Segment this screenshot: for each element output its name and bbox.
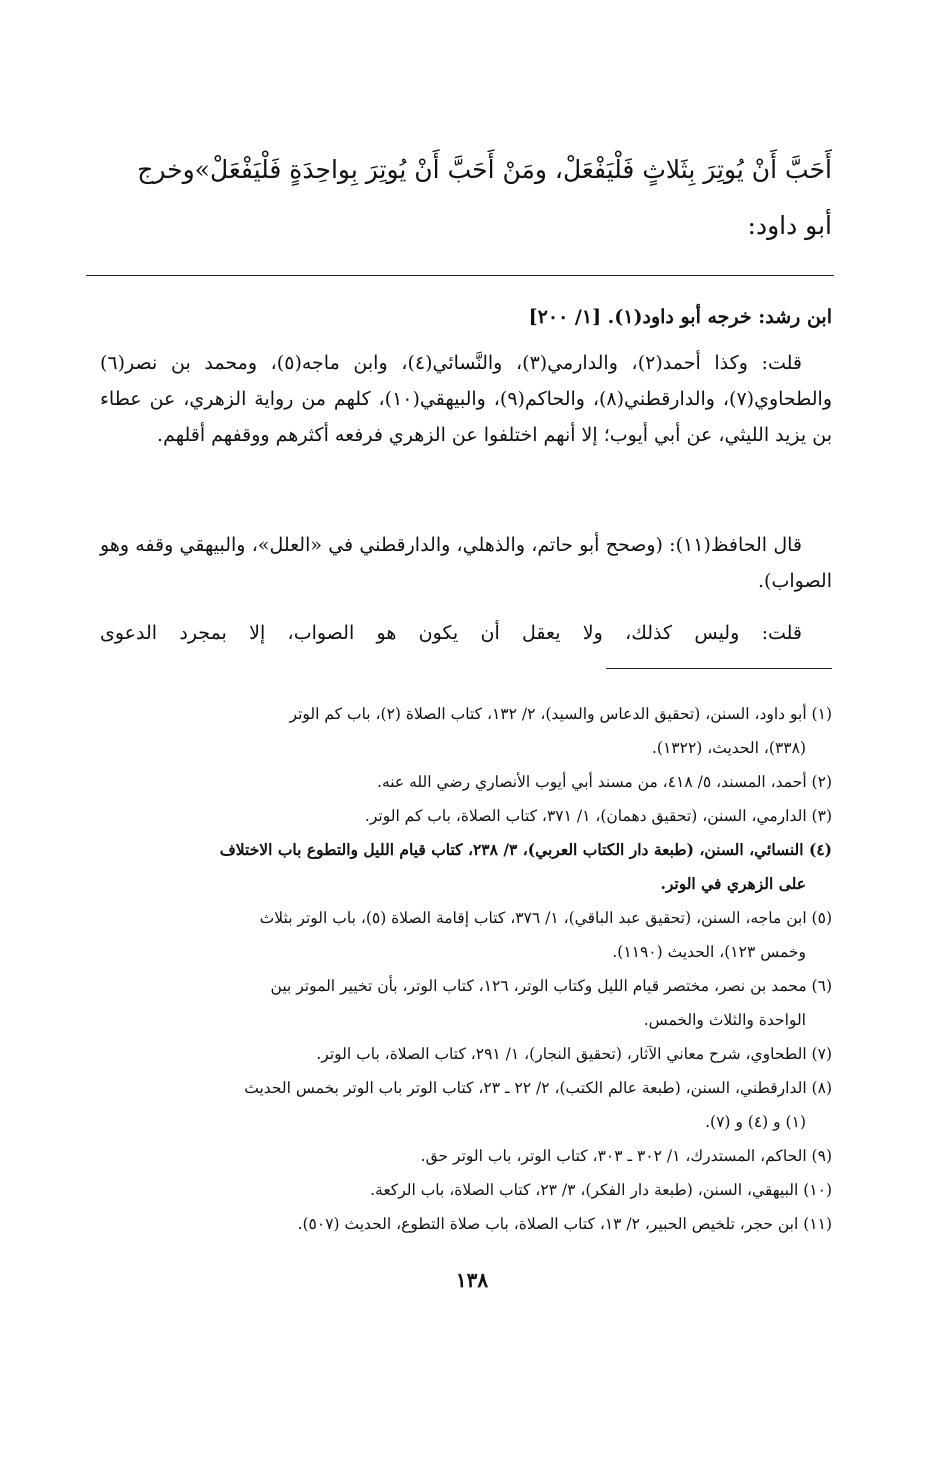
footnote-1: (١) أبو داود، السنن، (تحقيق الدعاس والسيد)، ٢/ ١٣٢، كتاب الصلاة (٢)، باب كم الوتر: [289, 705, 832, 723]
hadith-line-1: أَحَبَّ أَنْ يُوتِرَ بِثَلاثٍ فَلْيَفْعَلْ، ومَنْ أَحَبَّ أَنْ يُوتِرَ بِواحِدَةٍ فَلْيَفْعَلْ»وخرج: [137, 155, 832, 184]
footnote-8-continued: (١) و (٤) و (٧).: [705, 1113, 806, 1131]
top-divider: [86, 275, 834, 276]
page-number: ١٣٨: [455, 1268, 489, 1292]
commentary-paragraph-3: [100, 615, 832, 651]
commentary-paragraph-2-text: قال الحافظ(١١): (وصحح أبو حاتم، والذهلي، والدارقطني في «العلل»، والبيهقي وقفه وهو الصواب).: [100, 534, 832, 592]
footnote-1-continued: (٣٣٨)، الحديث، (١٣٢٢).: [651, 739, 806, 757]
commentary-paragraph-1: [100, 345, 832, 453]
footnote-4-continued: [100, 867, 832, 901]
commentary-paragraph-1-text: قلت: وكذا أحمد(٢)، والدارمي(٣)، والنَّسائي(٤)، وابن ماجه(٥)، ومحمد بن نصر(٦) والطحاوي(٧)، والدارقطني(٨)، والحاكم(٩)، والبيهقي(١٠)، كلهم من رواية الزهري، عن عطاء بن يزيد الليثي، عن أبي أيوب؛ إلا أنهم اختلفوا عن الزهري فرفعه أكثرهم ووقفهم أقلهم.: [100, 352, 832, 446]
footnote-4-continued-text: على الزهري في الوتر.: [660, 874, 806, 893]
footnote-10: (١٠) البيهقي، السنن، (طبعة دار الفكر)، ٣/ ٢٣، كتاب الصلاة، باب الركعة.: [370, 1181, 832, 1199]
commentary-heading: [100, 299, 832, 335]
commentary-heading-text: ابن رشد: خرجه أبو داود(١). [١/ ٢٠٠]: [528, 306, 832, 328]
footnote-4: [100, 833, 832, 867]
footnote-divider: [606, 668, 832, 669]
footnote-8: (٨) الدارقطني، السنن، (طبعة عالم الكتب)، ٢/ ٢٢ ـ ٢٣، كتاب الوتر باب الوتر بخمس الحديث: [244, 1079, 832, 1097]
footnote-4-text: (٤) النسائي، السنن، (طبعة دار الكتاب العربي)، ٣/ ٢٣٨، كتاب قيام الليل والتطوع باب الاختلاف: [219, 840, 832, 859]
footnote-6-continued: الواحدة والثلاث والخمس.: [643, 1011, 806, 1029]
footnote-6: (٦) محمد بن نصر، مختصر قيام الليل وكتاب الوتر، ١٢٦، كتاب الوتر، بأن تخيير الموتر بين: [270, 977, 832, 995]
footnote-5: (٥) ابن ماجه، السنن، (تحقيق عبد الباقي)، ١/ ٣٧٦، كتاب إقامة الصلاة (٥)، باب الوتر بثلاث: [259, 909, 832, 927]
footnote-3: (٣) الدارمي، السنن، (تحقيق دهمان)، ١/ ٣٧١، كتاب الصلاة، باب كم الوتر.: [364, 807, 832, 825]
hadith-quote: [100, 142, 832, 254]
footnote-2: (٢) أحمد، المسند، ٥/ ٤١٨، من مسند أبي أيوب الأنصاري رضي الله عنه.: [377, 773, 832, 791]
footnote-7: (٧) الطحاوي، شرح معاني الآثار، (تحقيق النجار)، ١/ ٢٩١، كتاب الصلاة، باب الوتر.: [316, 1045, 832, 1063]
footnote-11: (١١) ابن حجر، تلخيص الحبير، ٢/ ١٣، كتاب الصلاة، باب صلاة التطوع، الحديث (٥٠٧).: [297, 1215, 832, 1233]
footnote-5-continued: وخمس ١٢٣)، الحديث (١١٩٠).: [612, 943, 806, 961]
commentary-paragraph-3-text: قلت: وليس كذلك، ولا يعقل أن يكون هو الصواب، إلا بمجرد الدعوى: [100, 622, 802, 644]
footnotes: [100, 697, 832, 1241]
hadith-line-2: أبو داود:: [747, 211, 832, 240]
commentary-paragraph-2: [100, 527, 832, 599]
footnote-9: (٩) الحاكم، المستدرك، ١/ ٣٠٢ ـ ٣٠٣، كتاب الوتر، باب الوتر حق.: [420, 1147, 832, 1165]
